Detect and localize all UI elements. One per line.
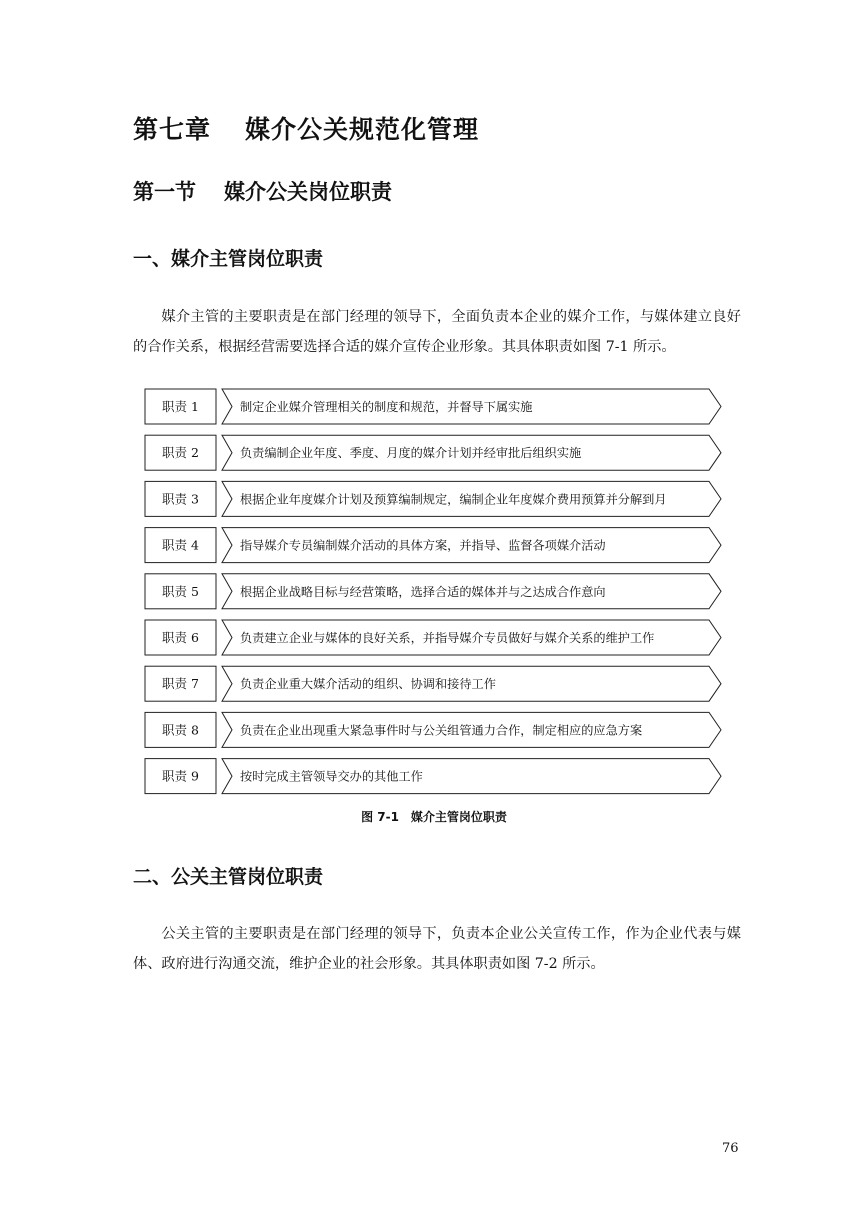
duty-text: 制定企业媒介管理相关的制度和规范，并督导下属实施: [240, 400, 533, 414]
section-heading: [133, 176, 392, 206]
duty-text: 按时完成主管领导交办的其他工作: [240, 769, 423, 784]
paragraph-1: 媒介主管的主要职责是在部门经理的领导下，全面负责本企业的媒介工作，与媒体建立良好的合作关系，根据经营需要选择合适的媒介宣传企业形象。其具体职责如图 7-1 所示。: [133, 309, 741, 355]
duty-text: 根据企业战略目标与经营策略，选择合适的媒体并与之达成合作意向: [240, 584, 606, 599]
duty-row: [145, 389, 721, 424]
subsection-heading-2: 二、公关主管岗位职责: [133, 866, 324, 888]
duty-label: 职责 9: [162, 768, 199, 784]
duty-row: [145, 435, 721, 470]
duty-text: 负责在企业出现重大紧急事件时与公关组管通力合作，制定相应的应急方案: [240, 723, 643, 738]
duty-label: 职责 6: [162, 630, 199, 645]
duty-diagram: [144, 380, 724, 796]
duty-label: 职责 5: [162, 583, 199, 599]
duty-text: 负责建立企业与媒体的良好关系，并指导媒介专员做好与媒介关系的维护工作: [240, 631, 655, 645]
subsection-heading-1: 一、媒介主管岗位职责: [133, 248, 324, 270]
duty-text: 负责编制企业年度、季度、月度的媒介计划并经审批后组织实施: [240, 446, 582, 461]
duty-row: [145, 481, 721, 516]
duty-row: [145, 528, 721, 563]
duty-row: [145, 574, 721, 609]
duty-label: 职责 4: [162, 537, 199, 553]
page-number: 76: [722, 1141, 739, 1156]
duty-label: 职责 1: [162, 399, 199, 414]
figure-caption: 图 7-1 媒介主管岗位职责: [361, 810, 507, 824]
duty-text: 根据企业年度媒介计划及预算编制规定，编制企业年度媒介费用预算并分解到月: [240, 492, 667, 507]
duty-row: [145, 759, 721, 794]
paragraph-2: 公关主管的主要职责是在部门经理的领导下，负责本企业公关宣传工作，作为企业代表与媒体、政府进行沟通交流，维护企业的社会形象。其具体职责如图 7-2 所示。: [133, 926, 741, 972]
chapter-heading: [133, 110, 479, 146]
duty-label: 职责 2: [162, 445, 199, 461]
section-number: 第一节: [133, 179, 196, 204]
duty-row: [145, 666, 721, 701]
duty-row: [145, 620, 721, 655]
chapter-number: 第七章: [133, 115, 212, 144]
chapter-title: 媒介公关规范化管理: [245, 115, 480, 144]
duty-label: 职责 7: [162, 676, 199, 692]
duty-text: 指导媒介专员编制媒介活动的具体方案，并指导、监督各项媒介活动: [240, 538, 606, 553]
duty-text: 负责企业重大媒介活动的组织、协调和接待工作: [240, 677, 496, 692]
duty-label: 职责 8: [162, 722, 199, 738]
duty-row: [145, 712, 721, 747]
section-title: 媒介公关岗位职责: [224, 179, 392, 204]
duty-label: 职责 3: [162, 491, 199, 507]
